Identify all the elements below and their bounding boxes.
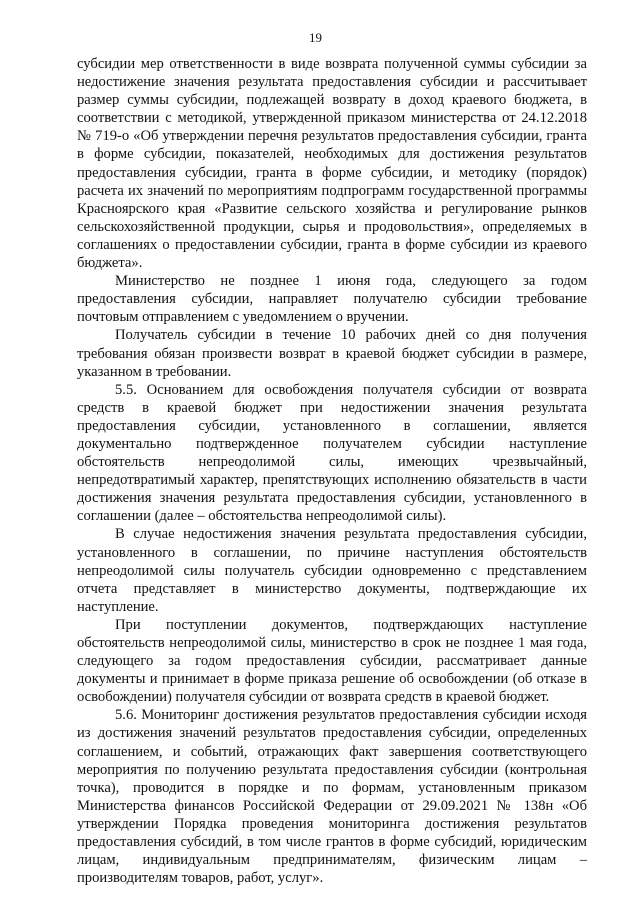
document-body (77, 55, 587, 887)
paragraph-force-majeure-documents: В случае недостижения значения результата предоставления субсидии, установленного в соглашении, по причине наступления обстоятельств непреодолимой силы получатель субсидии одновременно с представлением отчета представляет в министерство документы, подтверждающие их наступление. (77, 526, 587, 615)
paragraph-section-5-6: 5.6. Мониторинг достижения результатов предоставления субсидии исходя из достижения значений результатов предоставления субсидии, определенных соглашением, и событий, отражающих факт завершения соответствующего мероприятия по получению результата предоставления субсидии (контрольная точка), проводится в порядке и по формам, установленным приказом Министерства финансов Российской Федерации от 29.09.2021 № 138н «Об утверждении Порядка проведения мониторинга достижения результатов предоставления субсидий, в том числе грантов в форме субсидий, юридическим лицам, индивидуальным предпринимателям, физическим лицам – производителям товаров, работ, услуг». (77, 707, 587, 887)
page-number: 19 (309, 30, 322, 45)
paragraph-recipient-return: Получатель субсидии в течение 10 рабочих дней со дня получения требования обязан произвести возврат в краевой бюджет субсидии в размере, указанном в требовании. (77, 327, 587, 380)
paragraph-section-5-5: 5.5. Основанием для освобождения получателя субсидии от возврата средств в краевой бюджет при недостижении значения результата предоставления субсидии, установленного в соглашении, является документально подтвержденное получателем субсидии наступление обстоятельств непреодолимой силы, имеющих чрезвычайный, непредотвратимый характер, препятствующих исполнению обязательств в части достижения значения результата предоставления субсидии, установленного в соглашении (далее – обстоятельства непреодолимой силы). (77, 381, 587, 525)
paragraph-subsidy-return-continuation: субсидии мер ответственности в виде возврата полученной суммы субсидии за недостижение значения результата предоставления субсидии и рассчитывает размер суммы субсидии, подлежащей возврату в доход краевого бюджета, в соответствии с методикой, утвержденной приказом министерства от 24.12.2018 № 719-о «Об утверждении перечня результатов предоставления субсидии, гранта в форме субсидии, показателей, необходимых для достижения результатов предоставления субсидии, гранта в форме субсидии, и методику (порядок) расчета их значений по мероприятиям подпрограмм государственной программы Красноярского края «Развитие сельского хозяйства и регулирование рынков сельскохозяйственной продукции, сырья и продовольствия», определяемых в соглашениях о предоставлении субсидии, гранта в форме субсидии из краевого бюджета». (77, 56, 587, 272)
paragraph-ministry-requirement: Министерство не позднее 1 июня года, следующего за годом предоставления субсидии, направляет получателю субсидии требование почтовым отправлением с уведомлением о вручении. (77, 273, 587, 326)
paragraph-ministry-decision: При поступлении документов, подтверждающих наступление обстоятельств непреодолимой силы, министерство в срок не позднее 1 мая года, следующего за годом предоставления субсидии, рассматривает данные документы и принимает в форме приказа решение об освобождении (об отказе в освобождении) получателя субсидии от возврата средств в краевой бюджет. (77, 616, 587, 706)
